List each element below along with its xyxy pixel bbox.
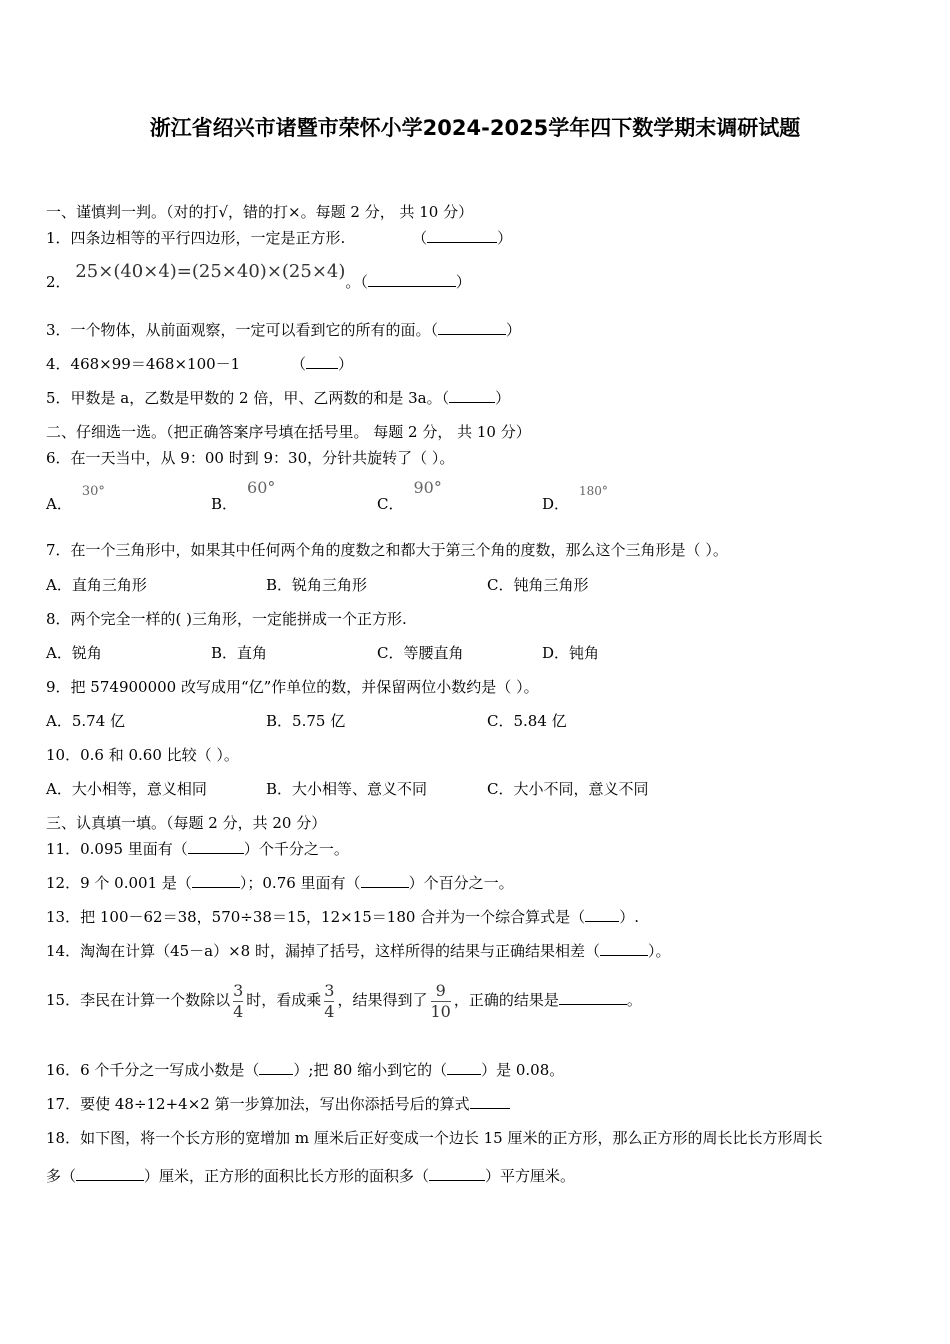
q1-paren-close: ） [497,229,513,247]
q15-fraction-1 [233,982,243,1021]
q8-option-d[interactable]: D．钝角 [542,644,600,662]
q2-expression: 25×(40×4)=(25×40)×(25×4) [75,261,346,282]
q18-text-b: 多（ [46,1167,77,1185]
q3-text: 3．一个物体，从前面观察，一定可以看到它的所有的面。（ [46,321,439,339]
q1-text: 1．四条边相等的平行四边形，一定是正方形. [46,229,346,247]
q10-option-b[interactable]: B．大小相等、意义不同 [266,780,428,798]
q4-paren-open: （ [290,355,306,373]
q3-paren-close: ） [506,321,522,339]
q15-fraction-3-denominator: 10 [430,1001,451,1021]
q9-option-c[interactable]: C．5.84 亿 [487,712,567,730]
q14-text-b: ）。 [648,942,671,960]
q6-option-b-value: 60° [247,478,276,497]
q18-text-c: ）厘米，正方形的面积比长方形的面积多（ [144,1167,430,1185]
q2-number: 2． [46,273,71,291]
q15-fraction-1-denominator: 4 [233,1001,244,1021]
q16-text-a: 16．6 个千分之一写成小数是（ [46,1061,260,1079]
q16-text-c: ）是 0.08。 [481,1061,565,1079]
q6-option-b[interactable] [211,478,276,514]
question-7: 7．在一个三角形中，如果其中任何两个角的度数之和都大于第三个角的度数，那么这个三角形是（ ）。 [46,541,728,559]
question-3 [46,320,521,340]
q1-answer-blank[interactable] [427,228,497,243]
q14-text-a: 14．淘淘在计算（45－a）×8 时，漏掉了括号，这样所得的结果与正确结果相差（ [46,942,600,960]
question-18-line-1: 18．如下图，将一个长方形的宽增加 m 厘米后正好变成一个边长 15 厘米的正方形，那么正方形的周长比长方形周长 [46,1129,823,1147]
q17-text: 17．要使 48÷12+4×2 第一步算加法，写出你添括号后的算式 [46,1095,470,1113]
q15-fraction-3-numerator: 9 [435,980,446,1000]
q6-option-d[interactable] [542,484,608,515]
question-17 [46,1094,510,1114]
q8-option-b[interactable]: B．直角 [211,644,268,662]
q6-option-a-label: A． [46,495,72,513]
q15-text-a: 15．李民在计算一个数除以 [46,991,231,1009]
q15-fraction-2 [324,982,334,1021]
q9-option-a[interactable]: A．5.74 亿 [46,712,125,730]
section-3-heading: 三、认真填一填。（每题 2 分，共 20 分） [46,814,327,832]
q6-option-d-label: D． [542,495,570,513]
q10-option-c[interactable]: C．大小不同，意义不同 [487,780,649,798]
q5-answer-blank[interactable] [449,388,495,403]
q15-fraction-1-numerator: 3 [233,980,244,1000]
section-2-heading: 二、仔细选一选。（把正确答案序号填在括号里。 每题 2 分， 共 10 分） [46,423,531,441]
q13-text-b: ）. [619,908,639,926]
question-1 [46,228,512,248]
q11-text-b: ）个千分之一。 [243,840,349,858]
question-6: 6．在一天当中，从 9：00 时到 9：30，分针共旋转了（ ）。 [46,449,455,467]
q9-option-b[interactable]: B．5.75 亿 [266,712,346,730]
q11-answer-blank[interactable] [188,839,244,854]
q6-option-a[interactable] [46,484,105,516]
question-16 [46,1060,564,1080]
q2-end: 。（ [345,273,368,291]
question-15 [46,975,642,1025]
q15-fraction-2-denominator: 4 [324,1001,335,1021]
q14-answer-blank[interactable] [600,941,648,956]
q7-option-a[interactable]: A．直角三角形 [46,576,147,594]
q18-answer-blank-2[interactable] [429,1166,485,1181]
q8-option-c[interactable]: C．等腰直角 [377,644,464,662]
q8-option-a[interactable]: A．锐角 [46,644,102,662]
q18-text-d: ）平方厘米。 [485,1167,576,1185]
q12-answer-blank-1[interactable] [192,873,240,888]
q12-text-b: ）；0.76 里面有（ [239,874,361,892]
question-10: 10．0.6 和 0.60 比较（ ）。 [46,746,239,764]
q6-option-a-value: 30° [81,484,105,499]
question-4 [46,354,353,374]
q6-option-c-label: C． [377,495,404,513]
question-9: 9．把 574900000 改写成用“亿”作单位的数，并保留两位小数约是（ ）。 [46,678,539,696]
q15-answer-blank[interactable] [559,990,627,1005]
q12-answer-blank-2[interactable] [361,873,409,888]
q6-option-c[interactable] [377,478,442,514]
q16-text-b: ）;把 80 缩小到它的（ [293,1061,448,1079]
q15-text-c: ，结果得到了 [337,991,428,1009]
q18-answer-blank-1[interactable] [76,1166,144,1181]
q15-fraction-2-numerator: 3 [324,980,335,1000]
q15-fraction-3 [431,982,451,1021]
q3-answer-blank[interactable] [438,320,506,335]
q4-text: 4．468×99＝468×100－1 [46,355,241,373]
q2-paren-close: ） [455,273,471,291]
page-title: 浙江省绍兴市诸暨市荣怀小学2024-2025学年四下数学期末调研试题 [149,116,801,140]
q10-option-a[interactable]: A．大小相等，意义相同 [46,780,207,798]
q17-answer-blank[interactable] [470,1094,510,1109]
q2-answer-blank[interactable] [368,272,456,287]
q13-answer-blank[interactable] [585,907,619,922]
question-12 [46,873,514,893]
q5-paren-close: ） [495,389,511,407]
q1-paren-open: （ [412,229,428,247]
q15-text-d: ，正确的结果是 [453,991,559,1009]
q6-option-c-value: 90° [413,478,442,497]
question-11 [46,839,349,859]
question-5 [46,388,510,408]
q16-answer-blank-1[interactable] [259,1060,293,1075]
q13-text-a: 13．把 100－62＝38，570÷38＝15，12×15＝180 合并为一个综合算式是（ [46,908,586,926]
question-14 [46,941,671,961]
question-18-line-2 [46,1166,575,1186]
q15-text-e: 。 [626,991,642,1009]
q12-text-a: 12．9 个 0.001 是（ [46,874,192,892]
q16-answer-blank-2[interactable] [447,1060,481,1075]
q6-option-d-value: 180° [579,484,608,498]
q15-text-b: 时，看成乘 [246,991,322,1009]
q12-text-c: ）个百分之一。 [408,874,514,892]
q4-answer-blank[interactable] [306,354,338,369]
question-13 [46,907,639,927]
q7-option-c[interactable]: C．钝角三角形 [487,576,589,594]
section-1-heading: 一、谨慎判一判。（对的打√，错的打×。每题 2 分， 共 10 分） [46,203,474,221]
question-2 [46,262,471,302]
q11-text-a: 11．0.095 里面有（ [46,840,188,858]
q4-paren-close: ） [338,355,354,373]
q5-text: 5．甲数是 a，乙数是甲数的 2 倍，甲、乙两数的和是 3a。（ [46,389,450,407]
q7-option-b[interactable]: B．锐角三角形 [266,576,368,594]
question-8: 8．两个完全一样的( )三角形，一定能拼成一个正方形. [46,610,407,628]
q6-option-b-label: B． [211,495,238,513]
